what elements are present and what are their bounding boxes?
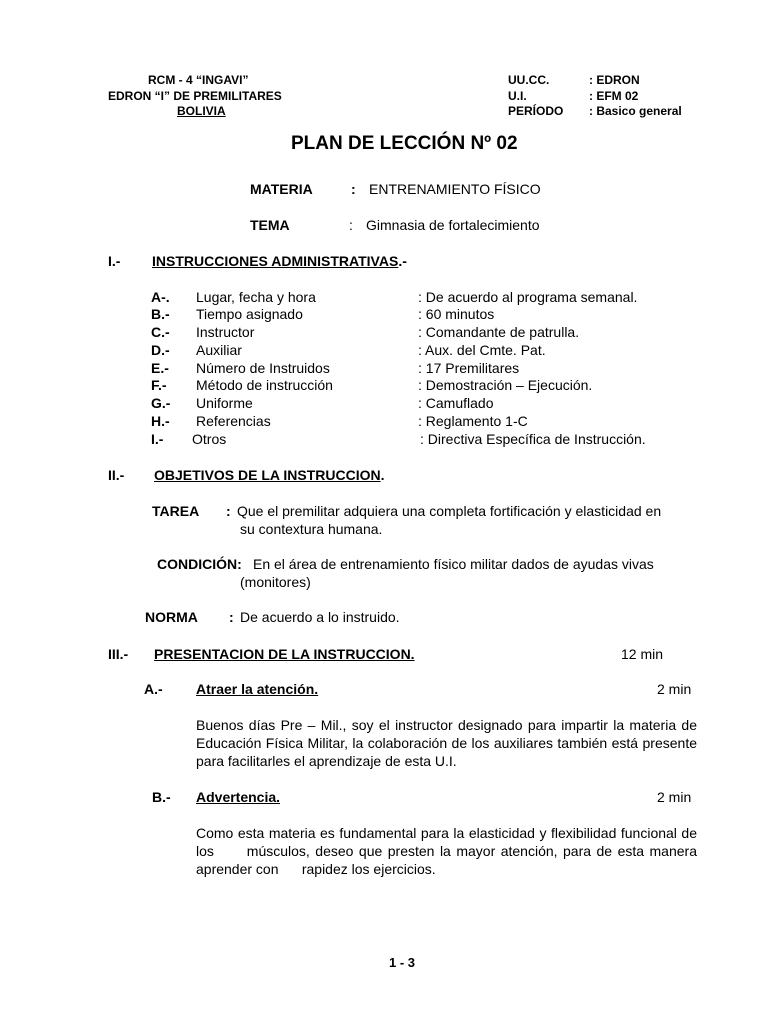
subsection-a-text: Buenos días Pre – Mil., soy el instructor designado para impartir la materia de Educación Física Militar, la colaboración de los auxiliares también está presente para facilitarles el aprendizaje de esta U.I. [196, 717, 697, 769]
admin-item [0, 431, 768, 449]
section3-title: PRESENTACION DE LA INSTRUCCION. [154, 646, 415, 662]
header-label-periodo: PERÍODO [508, 104, 564, 118]
admin-item [0, 360, 768, 378]
admin-item-label: Auxiliar [196, 342, 242, 358]
admin-item [0, 395, 768, 413]
admin-item-value: : Aux. del Cmte. Pat. [418, 342, 546, 358]
tarea-text-line2: su contextura humana. [240, 521, 383, 537]
admin-item-key: G.- [151, 395, 171, 411]
admin-item-value: : 60 minutos [418, 306, 495, 322]
header-unit: RCM - 4 “INGAVI” [148, 73, 249, 87]
admin-item [0, 306, 768, 324]
admin-item-label: Tiempo asignado [196, 306, 303, 322]
admin-item-key: F.- [151, 377, 167, 393]
admin-item-value: : Camuflado [418, 395, 494, 411]
page-title: PLAN DE LECCIÓN Nº 02 [291, 133, 518, 154]
subsection-a-title: Atraer la atención. [196, 681, 319, 697]
tarea-separator: : [226, 503, 231, 519]
admin-item [0, 324, 768, 342]
admin-item-key: E.- [151, 360, 169, 376]
admin-item [0, 377, 768, 395]
tema-label: TEMA [250, 217, 290, 233]
norma-separator: : [229, 609, 234, 625]
section3-time: 12 min [621, 646, 664, 662]
admin-item [0, 289, 768, 307]
section3-number: III.- [108, 646, 129, 662]
admin-item-label: Instructor [196, 324, 255, 340]
section1-heading [152, 253, 407, 269]
tema-separator: : [349, 217, 353, 233]
admin-item-label: Referencias [196, 413, 271, 429]
header-value-uucc: : EDRON [589, 73, 640, 87]
admin-item-key: H.- [151, 413, 170, 429]
tarea-label: TAREA [152, 503, 200, 519]
admin-item-key: C.- [151, 324, 170, 340]
admin-item-label: Uniforme [196, 395, 253, 411]
tema-value: Gimnasia de fortalecimiento [366, 217, 540, 233]
admin-item-key: I.- [151, 431, 164, 447]
admin-item-label: Método de instrucción [196, 377, 333, 393]
header-country: BOLIVIA [177, 104, 226, 118]
header-label-uucc: UU.CC. [508, 73, 550, 87]
header-label-ui: U.I. [508, 89, 527, 103]
section1-number: I.- [108, 253, 121, 269]
norma-text: De acuerdo a lo instruido. [240, 609, 400, 625]
admin-item [0, 342, 768, 360]
section2-title: OBJETIVOS DE LA INSTRUCCION [154, 467, 381, 483]
norma-label: NORMA [145, 609, 198, 625]
admin-item-value: : Reglamento 1-C [418, 413, 528, 429]
section1-title: INSTRUCCIONES ADMINISTRATIVAS [152, 253, 399, 269]
subsection-a-key: A.- [144, 681, 163, 697]
materia-separator: : [351, 181, 356, 197]
section2-number: II.- [108, 467, 125, 483]
admin-item-label: Lugar, fecha y hora [196, 289, 316, 305]
section2-heading [154, 467, 385, 483]
header-value-periodo: : Basico general [589, 104, 682, 118]
header-school: EDRON “I” DE PREMILITARES [108, 89, 282, 103]
admin-item-label: Número de Instruidos [196, 360, 330, 376]
section2-suffix: . [380, 467, 385, 483]
condicion-text-line2: (monitores) [240, 574, 311, 590]
tarea-text-line1: Que el premilitar adquiera una completa fortificación y elasticidad en [237, 503, 662, 519]
materia-label: MATERIA [250, 181, 313, 197]
subsection-b-text: Como esta materia es fundamental para la elasticidad y flexibilidad funcional de los músculos, deseo que presten la mayor atención, para de esta manera aprender con rapidez los ejercicios. [196, 825, 701, 877]
admin-item [0, 413, 768, 431]
condicion-text-line1: En el área de entrenamiento físico militar dados de ayudas vivas [253, 556, 654, 572]
subsection-b-key: B.- [152, 789, 171, 805]
subsection-b-time: 2 min [657, 789, 692, 805]
admin-item-value: : Comandante de patrulla. [418, 324, 580, 340]
page-number: 1 - 3 [389, 955, 416, 970]
admin-item-key: D.- [151, 342, 170, 358]
admin-item-value: : De acuerdo al programa semanal. [418, 289, 638, 305]
header-value-ui: : EFM 02 [589, 89, 639, 103]
admin-item-label: Otros [192, 431, 227, 447]
condicion-label: CONDICIÓN: [157, 556, 242, 572]
admin-item-key: B.- [151, 306, 170, 322]
admin-item-value: : Demostración – Ejecución. [418, 377, 593, 393]
admin-item-key: A-. [151, 289, 170, 305]
subsection-b-title: Advertencia. [196, 789, 281, 805]
admin-item-value: : 17 Premilitares [418, 360, 520, 376]
admin-item-value: : Directiva Específica de Instrucción. [420, 431, 646, 447]
subsection-a-time: 2 min [657, 681, 692, 697]
materia-value: ENTRENAMIENTO FÍSICO [369, 181, 541, 197]
section1-suffix: .- [398, 253, 407, 269]
